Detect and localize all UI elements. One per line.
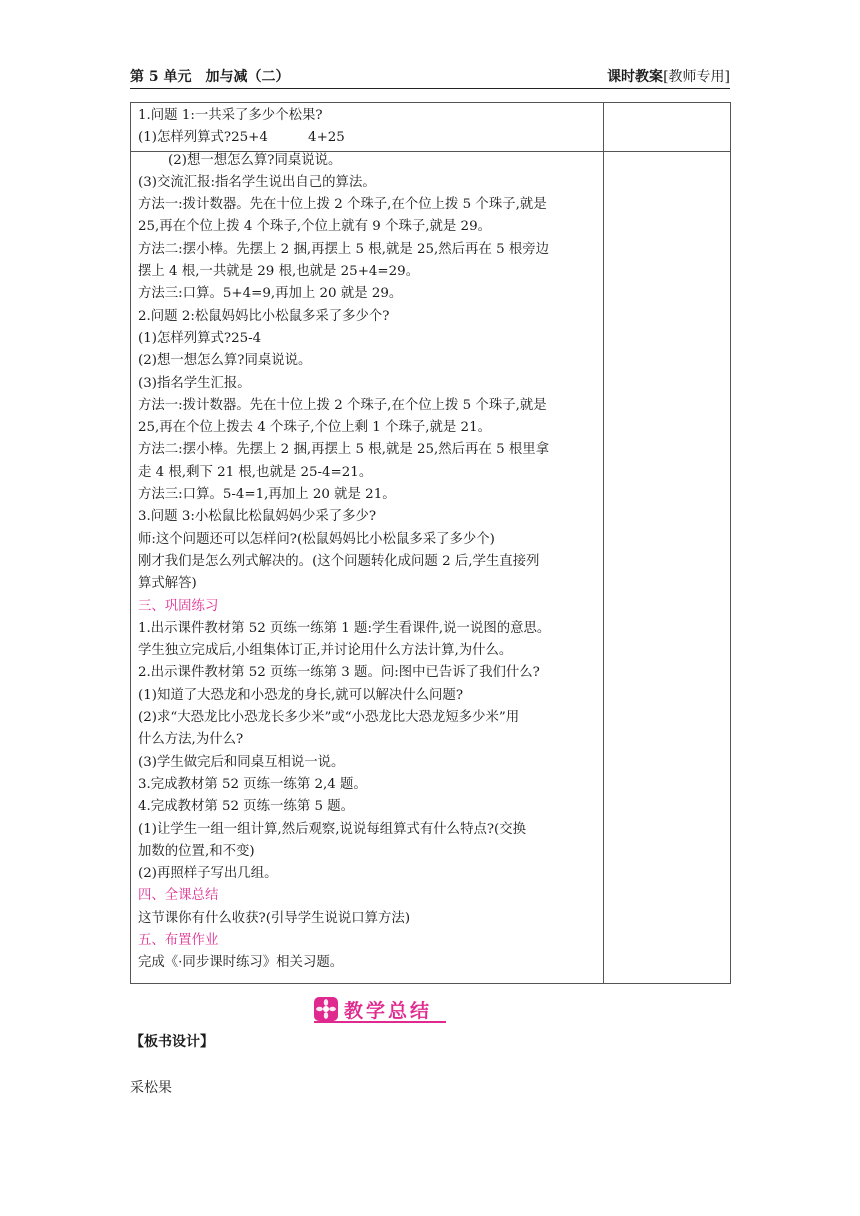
lesson-line: 这节课你有什么收获?(引导学生说说口算方法) bbox=[138, 910, 411, 926]
board-title: 采松果 bbox=[130, 1080, 172, 1096]
lesson-line: (1)知道了大恐龙和小恐龙的身长,就可以解决什么问题? bbox=[138, 687, 463, 703]
column-divider bbox=[603, 103, 604, 983]
board-design-label: 【板书设计】 bbox=[130, 1034, 214, 1050]
section-heading: 三、巩固练习 bbox=[138, 598, 219, 614]
section-heading: 五、布置作业 bbox=[138, 932, 219, 948]
lesson-line: (3)学生做完后和同桌互相说一说。 bbox=[138, 754, 345, 770]
lesson-line: (3)交流汇报:指名学生说出自己的算法。 bbox=[138, 174, 376, 190]
lesson-line: (1)怎样列算式?25+4 4+25 bbox=[138, 130, 345, 146]
lesson-line: 刚才我们是怎么列式解决的。(这个问题转化成问题 2 后,学生直接列 bbox=[138, 553, 540, 569]
lesson-content bbox=[138, 105, 600, 975]
lesson-line: 加数的位置,和不变) bbox=[138, 843, 255, 859]
lesson-line: 25,再在个位上拨去 4 个珠子,个位上剩 1 个珠子,就是 21。 bbox=[138, 420, 491, 436]
lesson-line: 25,再在个位上拨 4 个珠子,个位上就有 9 个珠子,就是 29。 bbox=[138, 219, 491, 235]
doc-type-label: 课时教案 bbox=[607, 69, 664, 85]
lesson-line: (2)求“大恐龙比小恐龙长多少米”或“小恐龙比大恐龙短多少米”用 bbox=[138, 710, 520, 726]
lesson-line: 走 4 根,剩下 21 根,也就是 25-4=21。 bbox=[138, 464, 373, 480]
teaching-summary-banner bbox=[314, 996, 446, 1024]
doc-type bbox=[607, 66, 730, 86]
lesson-line: 算式解答) bbox=[138, 576, 197, 592]
lesson-line: 4.完成教材第 52 页练一练第 5 题。 bbox=[138, 799, 355, 815]
flower-icon bbox=[314, 997, 338, 1021]
banner-title: 教学总结 bbox=[344, 1000, 433, 1022]
lesson-line: (2)再照样子写出几组。 bbox=[138, 866, 278, 882]
page-header bbox=[130, 64, 730, 89]
lesson-line: 方法二:摆小棒。先摆上 2 捆,再摆上 5 根,就是 25,然后再在 5 根里拿 bbox=[138, 442, 550, 458]
lesson-line: 方法一:拨计数器。先在十位上拨 2 个珠子,在个位上拨 5 个珠子,就是 bbox=[138, 197, 547, 213]
lesson-line: 1.问题 1:一共采了多少个松果? bbox=[138, 108, 323, 123]
lesson-line: (3)指名学生汇报。 bbox=[138, 375, 251, 391]
unit-title: 第 5 单元 加与减（二） bbox=[130, 69, 290, 85]
lesson-line: (2)想一想怎么算?同桌说说。 bbox=[168, 152, 342, 168]
lesson-line: 完成《·同步课时练习》相关习题。 bbox=[138, 955, 344, 971]
doc-tag: [教师专用] bbox=[663, 69, 730, 85]
lesson-line: (1)让学生一组一组计算,然后观察,说说每组算式有什么特点?(交换 bbox=[138, 821, 527, 837]
banner-underline bbox=[314, 1021, 446, 1023]
lesson-line: (2)想一想怎么算?同桌说说。 bbox=[138, 353, 312, 369]
lesson-table bbox=[130, 102, 731, 984]
lesson-line: 学生独立完成后,小组集体订正,并讨论用什么方法计算,为什么。 bbox=[138, 643, 513, 659]
lesson-line: 方法一:拨计数器。先在十位上拨 2 个珠子,在个位上拨 5 个珠子,就是 bbox=[138, 397, 547, 413]
lesson-line: 方法三:口算。5+4=9,再加上 20 就是 29。 bbox=[138, 286, 403, 302]
lesson-line: 方法三:口算。5-4=1,再加上 20 就是 21。 bbox=[138, 487, 396, 503]
lesson-line: 摆上 4 根,一共就是 29 根,也就是 25+4=29。 bbox=[138, 264, 420, 280]
lesson-line: (1)怎样列算式?25-4 bbox=[138, 330, 262, 346]
lesson-line: 3.问题 3:小松鼠比松鼠妈妈少采了多少? bbox=[138, 509, 377, 525]
lesson-line: 1.出示课件教材第 52 页练一练第 1 题:学生看课件,说一说图的意思。 bbox=[138, 620, 551, 636]
lesson-line: 方法二:摆小棒。先摆上 2 捆,再摆上 5 根,就是 25,然后再在 5 根旁边 bbox=[138, 241, 550, 257]
section-heading: 四、全课总结 bbox=[138, 888, 219, 904]
lesson-line: 2.问题 2:松鼠妈妈比小松鼠多采了多少个? bbox=[138, 308, 390, 324]
lesson-line: 师:这个问题还可以怎样问?(松鼠妈妈比小松鼠多采了多少个) bbox=[138, 531, 495, 547]
lesson-line: 3.完成教材第 52 页练一练第 2,4 题。 bbox=[138, 776, 367, 792]
lesson-line: 2.出示课件教材第 52 页练一练第 3 题。问:图中已告诉了我们什么? bbox=[138, 665, 540, 681]
lesson-line: 什么方法,为什么? bbox=[138, 732, 244, 748]
